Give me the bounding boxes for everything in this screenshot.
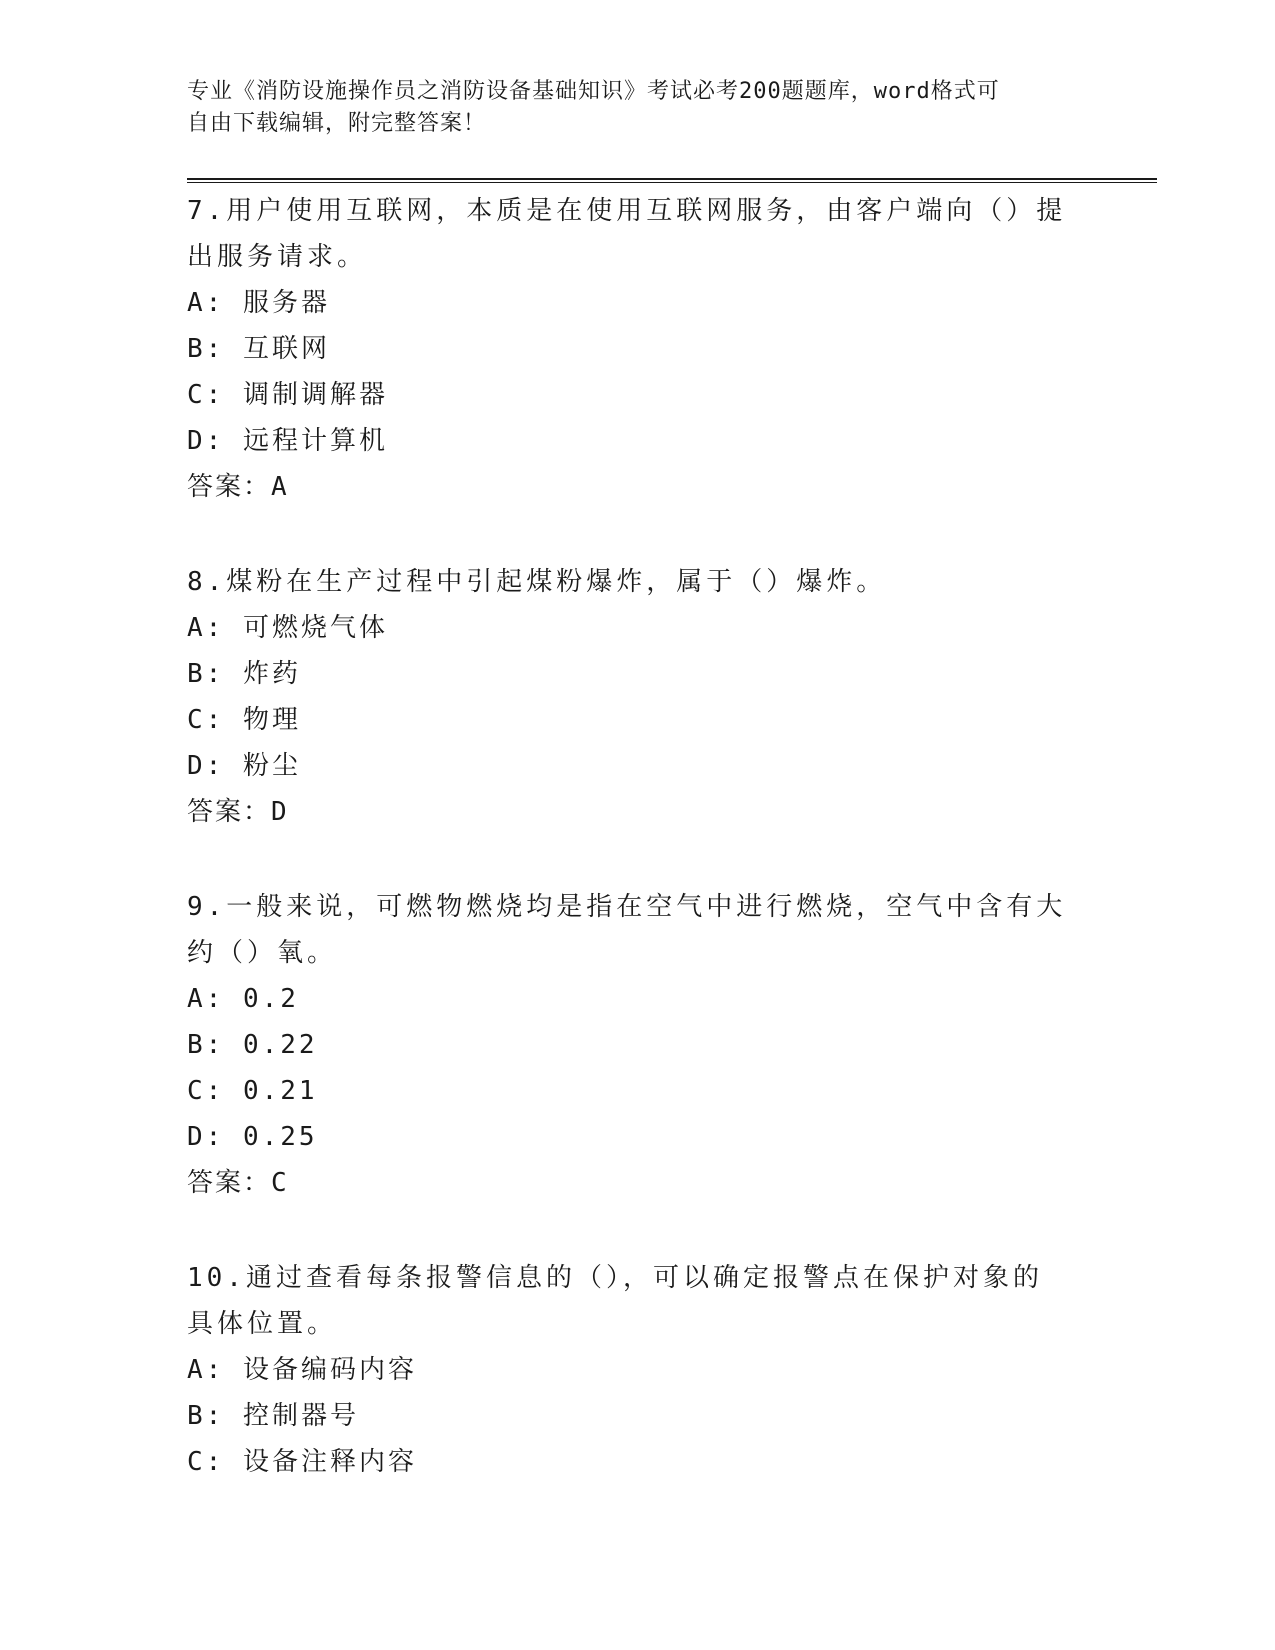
document-header	[187, 76, 1067, 140]
question-7	[187, 188, 1157, 510]
question-9	[187, 884, 1157, 1206]
answer-line: 答案：C	[187, 1168, 289, 1198]
question-10	[187, 1255, 1157, 1485]
option-a: A: 可燃烧气体	[187, 613, 388, 643]
answer-line: 答案：A	[187, 472, 289, 502]
question-stem: 7.用户使用互联网，本质是在使用互联网服务，由客户端向（）提出服务请求。	[187, 196, 1067, 272]
option-d: D: 远程计算机	[187, 426, 388, 456]
option-d: D: 0.25	[187, 1122, 318, 1152]
header-divider	[187, 178, 1157, 183]
option-b: B: 互联网	[187, 334, 330, 364]
option-d: D: 粉尘	[187, 751, 301, 781]
option-a: A: 0.2	[187, 984, 299, 1014]
option-c: C: 0.21	[187, 1076, 318, 1106]
header-line-2: 自由下载编辑，附完整答案！	[187, 111, 487, 136]
question-8	[187, 559, 1157, 835]
option-c: C: 物理	[187, 705, 301, 735]
option-b: B: 0.22	[187, 1030, 318, 1060]
question-stem: 8.煤粉在生产过程中引起煤粉爆炸，属于（）爆炸。	[187, 567, 887, 597]
answer-line: 答案：D	[187, 797, 289, 827]
option-a: A: 服务器	[187, 288, 330, 318]
option-c: C: 设备注释内容	[187, 1447, 417, 1477]
option-c: C: 调制调解器	[187, 380, 388, 410]
question-stem: 9.一般来说，可燃物燃烧均是指在空气中进行燃烧，空气中含有大约（）氧。	[187, 892, 1067, 968]
option-b: B: 控制器号	[187, 1401, 359, 1431]
question-list	[187, 188, 1157, 1534]
option-a: A: 设备编码内容	[187, 1355, 417, 1385]
header-line-1: 专业《消防设施操作员之消防设备基础知识》考试必考200题题库，word格式可	[187, 79, 1000, 104]
question-stem: 10.通过查看每条报警信息的（），可以确定报警点在保护对象的具体位置。	[187, 1263, 1043, 1339]
option-b: B: 炸药	[187, 659, 301, 689]
